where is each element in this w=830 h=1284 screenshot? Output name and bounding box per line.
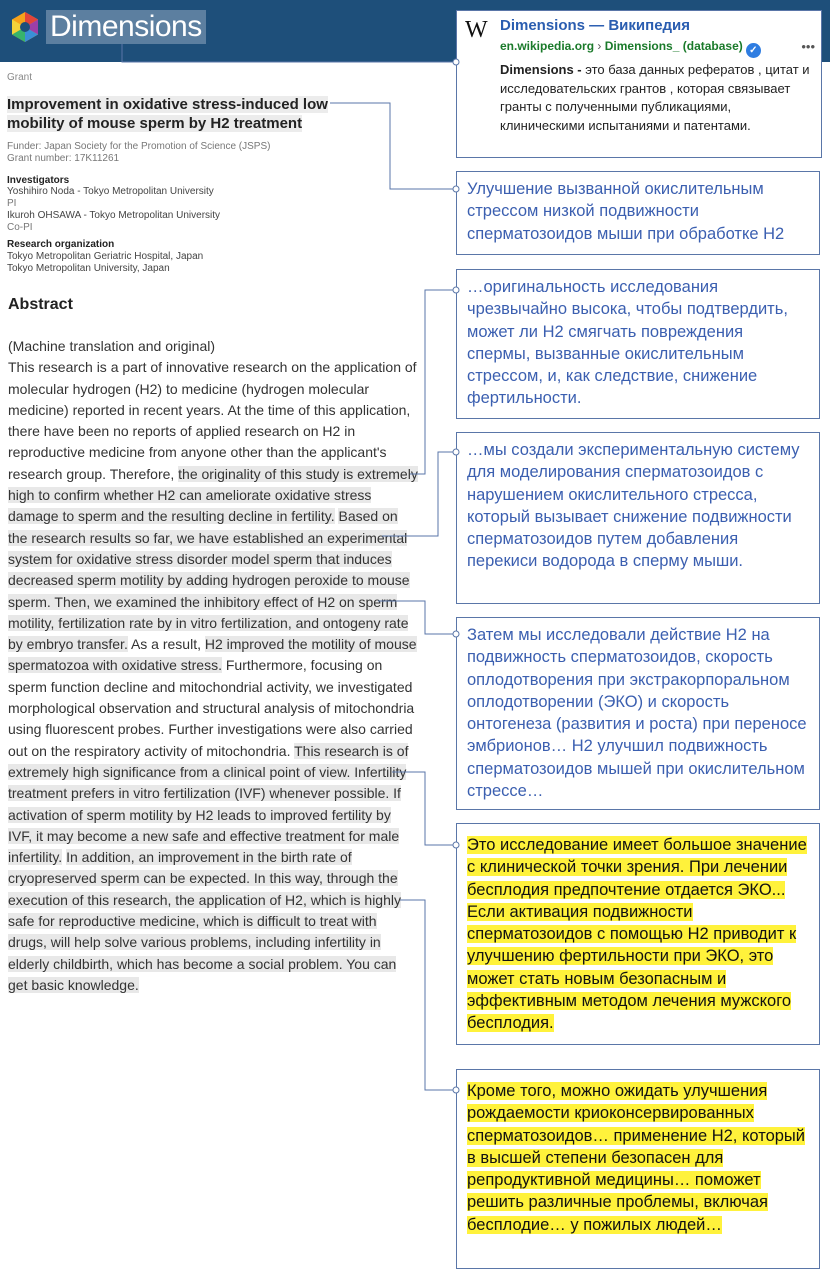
translation-title-box [456, 171, 820, 255]
abstract-highlight: H2 improved the motility of mouse spermatozoa with oxidative stress. [8, 636, 417, 674]
translation-box-2 [456, 432, 820, 604]
translation-box-1 [456, 269, 820, 419]
wikipedia-card[interactable] [456, 10, 822, 158]
wikipedia-logo-icon: W [465, 17, 488, 43]
abstract-text [8, 336, 418, 996]
translation-title-text: Улучшение вызванной окислительным стрессом низкой подвижности сперматозоидов мыши при обработке H2 [467, 180, 785, 243]
grant-title [7, 95, 337, 133]
grant-number: Grant number: 17K11261 [7, 153, 120, 164]
dimensions-logo-icon [8, 10, 42, 44]
translation-box-4 [456, 823, 820, 1045]
wikipedia-description [500, 61, 812, 135]
translation-text-4 [457, 834, 819, 1035]
verified-check-icon: ✓ [746, 43, 761, 58]
abstract-plain: Furthermore, focusing on sperm function decline and mitochondrial activity, we investigated morphological observation and structural analysis of mitochondria using fluorescent probes. Further investigations were also carried out on the respiratory activity of mitochondria. [8, 657, 415, 759]
description-text: это база данных рефератов , цитат и исследовательских грантов , которая связывает гранты с полученными публикациями, клиническими испытаниями и патентами. [500, 62, 810, 133]
wikipedia-url[interactable] [500, 39, 761, 58]
abstract-highlight: This research is of extremely high significance from a clinical point of view. Infertility treatment prefers in vitro fertilization (IVF) whenever possible. If activation of sperm motility by H2 leads to improved fertility by IVF, it may become a new safe and effective treatment for male infertility. [8, 742, 409, 866]
investigator-name[interactable]: Ikuroh OHSAWA - Tokyo Metropolitan University [7, 210, 221, 221]
url-path: Dimensions_ (database) [604, 39, 743, 53]
investigator-role: Co-PI [7, 222, 33, 233]
research-org[interactable]: Tokyo Metropolitan University, Japan [7, 263, 170, 274]
translation-text-5 [457, 1080, 819, 1236]
grant-label: Grant [7, 72, 33, 83]
abstract-plain: As a result, [127, 636, 205, 653]
research-org[interactable]: Tokyo Metropolitan Geriatric Hospital, Japan [7, 251, 204, 262]
funder: Funder: Japan Society for the Promotion of Science (JSPS) [7, 141, 271, 152]
translation-text-1: …оригинальность исследования чрезвычайно высока, чтобы подтвердить, может ли H2 смягчать повреждения спермы, вызванные окислительным стрессом, и, как следствие, снижение фертильности. [467, 278, 788, 408]
translation-highlight-5: Кроме того, можно ожидать улучшения рождаемости криоконсервированных сперматозоидов… применение H2, который в высшей степени безопасен для репродуктивной медицины… поможет решить различные проблемы, включая бесплодие… у пожилых людей… [467, 1082, 805, 1234]
translation-highlight-4: Это исследование имеет большое значение с клинической точки зрения. При лечении бесплодия предпочтение отдается ЭКО... Если активация подвижности сперматозоидов с помощью H2 приводит к улучшению фертильности при ЭКО, это может стать новым безопасным и эффективным методом лечения мужского бесплодия. [467, 836, 807, 1033]
grant-title-text: Improvement in oxidative stress-induced low mobility of mouse sperm by H2 treatment [7, 96, 328, 132]
logo-text: Dimensions [46, 10, 206, 44]
investigator-name[interactable]: Yoshihiro Noda - Tokyo Metropolitan University [7, 186, 214, 197]
abstract-highlight: the originality of this study is extremely high to confirm whether H2 can ameliorate oxidative stress damage to sperm and the resulting decline in fertility. [8, 465, 418, 525]
translation-text-2: …мы создали экспериментальную систему для моделирования сперматозоидов с нарушением окислительного стресса, который вызывает снижение подвижности сперматозоидов путем добавления перекиси водорода в сперму мыши. [467, 441, 800, 571]
wikipedia-title[interactable]: Dimensions — Википедия [500, 17, 691, 34]
abstract-highlight: In addition, an improvement in the birth rate of cryopreserved sperm can be expected. In this way, through the execution of this research, the application of H2, which is highly safe for reproductive medicine, which is difficult to treat with drugs, will help solve various problems, including infertility in elderly childbirth, which has become a social problem. You can get basic knowledge. [8, 849, 401, 993]
translation-box-3 [456, 617, 820, 810]
description-bold: Dimensions - [500, 62, 582, 77]
abstract-heading: Abstract [8, 296, 73, 313]
research-org-heading: Research organization [7, 239, 115, 250]
dimensions-logo[interactable] [8, 10, 206, 44]
url-domain: en.wikipedia.org [500, 39, 595, 53]
abstract-highlight: Based on the research results so far, we have established an experimental system for oxidative stress disorder model sperm that induces decreased sperm motility by adding hydrogen peroxide to mouse sperm. Then, we examined the inhibitory effect of H2 on sperm motility, fertilization rate by in vitro fertilization, and ontogeny rate by embryo transfer. [8, 508, 410, 653]
abstract-plain: This research is a part of innovative research on the application of molecular hydrogen (H2) to medicine (hydrogen molecular medicine) reported in recent years. At the time of this application, there have been no reports of applied research on H2 in reproductive medicine from anyone other than the applicant's research group. Therefore, [8, 359, 417, 482]
connector-title [330, 103, 456, 189]
abstract-intro: (Machine translation and original) [8, 338, 215, 354]
url-separator: › [597, 39, 602, 53]
more-options-icon[interactable]: ••• [801, 39, 815, 54]
investigator-role: PI [7, 198, 17, 209]
translation-box-5 [456, 1069, 820, 1269]
translation-text-3: Затем мы исследовали действие H2 на подвижность сперматозоидов, скорость оплодотворения при экстракорпоральном оплодотворении (ЭКО) и скорость онтогенеза (развития и роста) при переносе эмбрионов… H2 улучшил подвижность сперматозоидов мышей при окислительном стрессе… [467, 626, 807, 801]
investigators-heading: Investigators [7, 175, 70, 186]
